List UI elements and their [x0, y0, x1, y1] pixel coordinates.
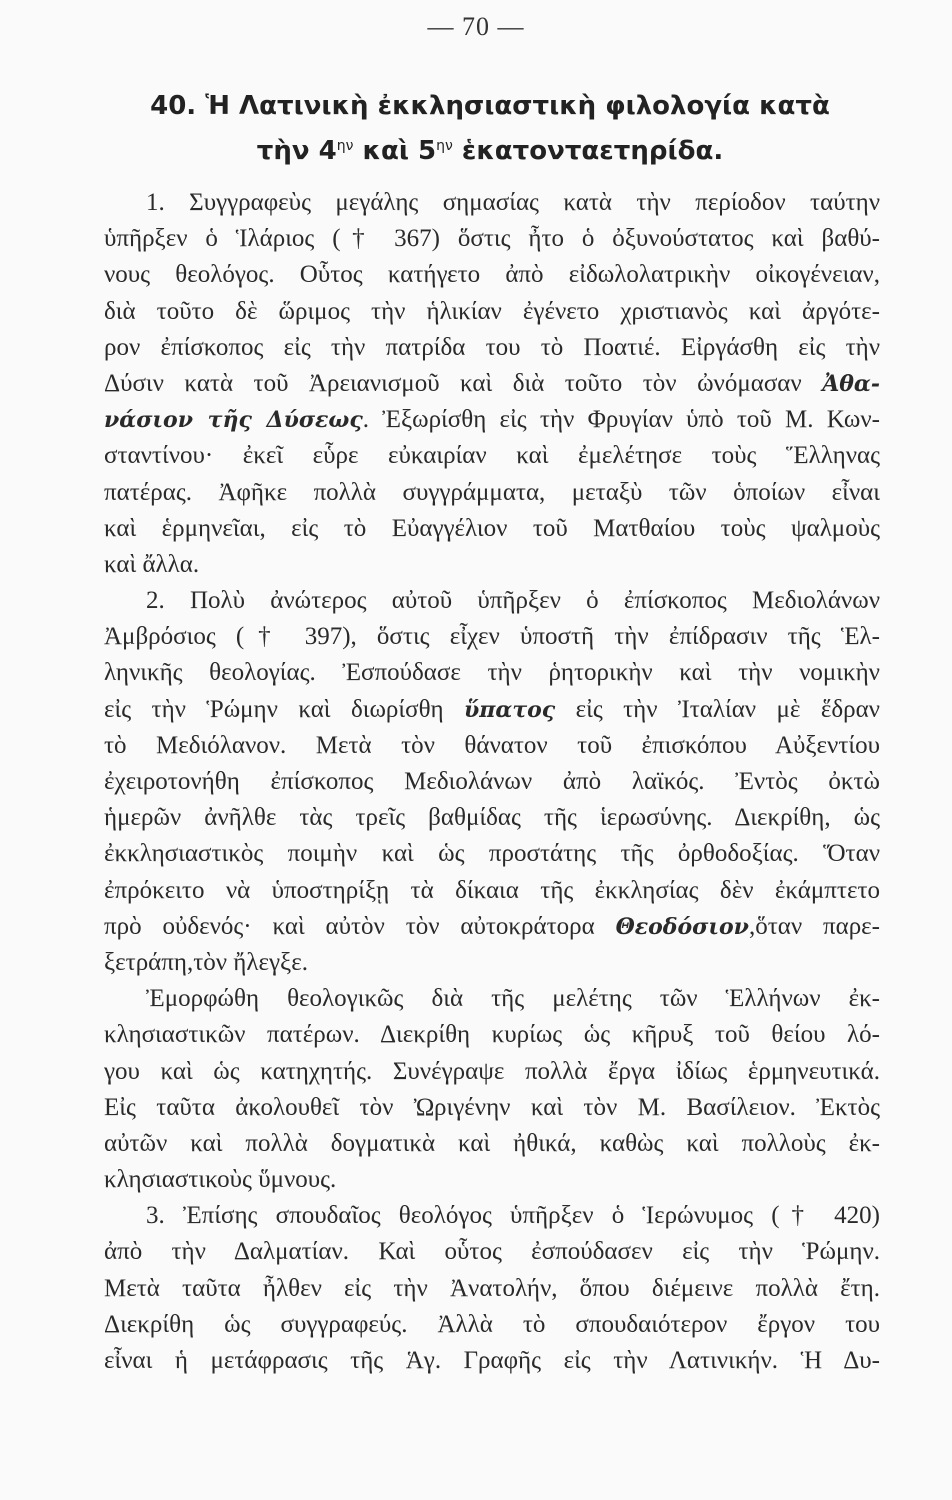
- text-line: [104, 185, 880, 221]
- emphasis-text: Θεοδόσιον: [615, 913, 749, 940]
- text-line: [104, 583, 880, 619]
- text-fragment: 3. Ἐπίσης σπουδαῖος θεολόγος ὑπῆρξεν ὁ Ἱερώνυμος († 420): [146, 1202, 880, 1230]
- text-fragment: διὰ τοῦτο δὲ ὥριμος τὴν ἡλικίαν ἐγένετο χριστιανὸς καὶ ἀργότε-: [104, 297, 880, 325]
- text-fragment: ἐπρόκειτο νὰ ὑποστηρίξῃ τὰ δίκαια τῆς ἐκκλησίας δὲν ἐκάμπτετο: [104, 876, 880, 904]
- text-fragment: νους θεολόγος. Οὗτος κατήγετο ἀπὸ εἰδωλολατρικὴν οἰκογένειαν,: [104, 261, 880, 289]
- emphasis-text: ὕπατος: [464, 696, 556, 723]
- title-fragment: ἑκατονταετηρίδα.: [452, 136, 724, 166]
- body-text: [104, 185, 880, 1379]
- title-superscript: ην: [436, 138, 453, 154]
- text-line: [104, 1090, 880, 1126]
- text-line: [104, 1054, 880, 1090]
- text-fragment: Ἀμβρόσιος († 397), ὅστις εἶχεν ὑποστῆ τὴν ἐπίδρασιν τῆς Ἑλ-: [104, 623, 880, 651]
- emphasis-text: νάσιον τῆς Δύσεως: [104, 407, 363, 434]
- text-fragment: ρον ἐπίσκοπος εἰς τὴν πατρίδα του τὸ Ποατιέ. Εἰργάσθη εἰς τὴν: [104, 333, 880, 361]
- text-fragment: σταντίνου· ἐκεῖ εὗρε εὐκαιρίαν καὶ ἐμελέτησε τοὺς Ἕλληνας: [104, 442, 880, 470]
- text-fragment: . Ἐξωρίσθη εἰς τὴν Φρυγίαν ὑπὸ τοῦ Μ. Κων-: [362, 406, 880, 434]
- text-fragment: Δύσιν κατὰ τοῦ Ἀρειανισμοῦ καὶ διὰ τοῦτο τὸν ὠνόμασαν: [104, 369, 823, 397]
- text-fragment: εἰς τὴν Ἰταλίαν μὲ ἕδραν: [555, 695, 880, 723]
- text-fragment: ξετράπη,τὸν ἤλεγξε.: [104, 948, 308, 976]
- text-line: [104, 547, 880, 583]
- text-line: [104, 655, 880, 691]
- text-fragment: τὸ Μεδιόλανον. Μετὰ τὸν θάνατον τοῦ ἐπισκόπου Αὐξεντίου: [104, 731, 880, 759]
- text-line: [104, 1343, 880, 1379]
- text-fragment: καὶ ἑρμηνεῖαι, εἰς τὸ Εὐαγγέλιον τοῦ Ματθαίου τοὺς ψαλμοὺς: [104, 514, 880, 542]
- text-fragment: Ἐμορφώθη θεολογικῶς διὰ τῆς μελέτης τῶν Ἑλλήνων ἐκ-: [146, 985, 880, 1013]
- text-line: [104, 1271, 880, 1307]
- text-line: [104, 728, 880, 764]
- text-line: [104, 221, 880, 257]
- section-title-line-2: [110, 126, 870, 171]
- text-fragment: ληνικῆς θεολογίας. Ἐσπούδασε τὴν ῥητορικὴν καὶ τὴν νομικὴν: [104, 659, 880, 687]
- text-line: [104, 438, 880, 474]
- text-fragment: Εἰς ταῦτα ἀκολουθεῖ τὸν Ὠριγένην καὶ τὸν Μ. Βασίλειον. Ἐκτὸς: [104, 1093, 880, 1121]
- text-line: [104, 1017, 880, 1053]
- text-fragment: Μετὰ ταῦτα ἦλθεν εἰς τὴν Ἀνατολήν, ὅπου διέμεινε πολλὰ ἔτη.: [104, 1274, 880, 1302]
- text-fragment: ἀπὸ τὴν Δαλματίαν. Καὶ οὗτος ἐσπούδασεν εἰς τὴν Ῥώμην.: [104, 1238, 880, 1266]
- text-line: [104, 800, 880, 836]
- title-superscript: ην: [336, 138, 354, 154]
- text-fragment: ἐκκλησιαστικὸς ποιμὴν καὶ ὡς προστάτης τῆς ὀρθοδοξίας. Ὅταν: [104, 840, 880, 868]
- text-line: [104, 366, 880, 402]
- title-fragment: καὶ 5: [353, 136, 437, 166]
- text-fragment: Διεκρίθη ὡς συγγραφεύς. Ἀλλὰ τὸ σπουδαιότερον ἔργον του: [104, 1310, 880, 1338]
- text-line: [104, 692, 880, 728]
- text-line: [104, 836, 880, 872]
- text-fragment: πρὸ οὐδενός· καὶ αὐτὸν τὸν αὐτοκράτορα: [104, 912, 616, 940]
- text-line: [104, 1126, 880, 1162]
- text-fragment: καὶ ἄλλα.: [104, 550, 200, 578]
- text-line: [104, 257, 880, 293]
- text-line: [104, 511, 880, 547]
- section-title: [110, 86, 870, 171]
- page-number: — 70 —: [427, 12, 525, 41]
- emphasis-text: Ἀθα-: [822, 370, 880, 397]
- section-title-line-1: 40. Ἡ Λατινικὴ ἐκκλησιαστικὴ φιλολογία κατὰ: [150, 91, 830, 121]
- text-fragment: εἰς τὴν Ῥώμην καὶ διωρίσθη: [104, 695, 465, 723]
- text-line: [104, 1198, 880, 1234]
- text-fragment: πατέρας. Ἀφῆκε πολλὰ συγγράμματα, μεταξὺ τῶν ὁποίων εἶναι: [104, 478, 880, 506]
- text-fragment: κλησιαστικῶν πατέρων. Διεκρίθη κυρίως ὡς κῆρυξ τοῦ θείου λό-: [104, 1021, 880, 1049]
- text-line: [104, 909, 880, 945]
- text-line: [104, 873, 880, 909]
- text-line: [104, 981, 880, 1017]
- text-line: [104, 764, 880, 800]
- text-line: [104, 1307, 880, 1343]
- text-fragment: ἡμερῶν ἀνῆλθε τὰς τρεῖς βαθμίδας τῆς ἱερωσύνης. Διεκρίθη, ὡς: [104, 804, 880, 832]
- text-fragment: εἶναι ἡ μετάφρασις τῆς Ἁγ. Γραφῆς εἰς τὴν Λατινικήν. Ἡ Δυ-: [104, 1347, 880, 1374]
- text-fragment: ὑπῆρξεν ὁ Ἱλάριος († 367) ὅστις ἦτο ὁ ὀξυνούστατος καὶ βαθύ-: [104, 225, 880, 253]
- text-fragment: αὐτῶν καὶ πολλὰ δογματικὰ καὶ ἠθικά, καθὼς καὶ πολλοὺς ἐκ-: [104, 1129, 880, 1157]
- text-line: [104, 294, 880, 330]
- text-fragment: ,ὅταν παρε-: [748, 912, 880, 940]
- text-line: [104, 945, 880, 981]
- text-fragment: κλησιαστικοὺς ὕμνους.: [104, 1166, 337, 1194]
- text-line: [104, 402, 880, 438]
- text-line: [104, 475, 880, 511]
- text-fragment: γου καὶ ὡς κατηχητής. Συνέγραψε πολλὰ ἔργα ἰδίως ἑρμηνευτικά.: [104, 1057, 880, 1085]
- text-line: [104, 1234, 880, 1270]
- text-line: [104, 1162, 880, 1198]
- text-fragment: 1. Συγγραφεὺς μεγάλης σημασίας κατὰ τὴν περίοδον ταύτην: [146, 189, 880, 216]
- text-line: [104, 330, 880, 366]
- title-fragment: τὴν 4: [256, 136, 337, 166]
- text-fragment: ἐχειροτονήθη ἐπίσκοπος Μεδιολάνων ἀπὸ λαϊκός. Ἐντὸς ὀκτὼ: [104, 768, 880, 795]
- text-fragment: 2. Πολὺ ἀνώτερος αὐτοῦ ὑπῆρξεν ὁ ἐπίσκοπος Μεδιολάνων: [146, 587, 880, 615]
- text-line: [104, 619, 880, 655]
